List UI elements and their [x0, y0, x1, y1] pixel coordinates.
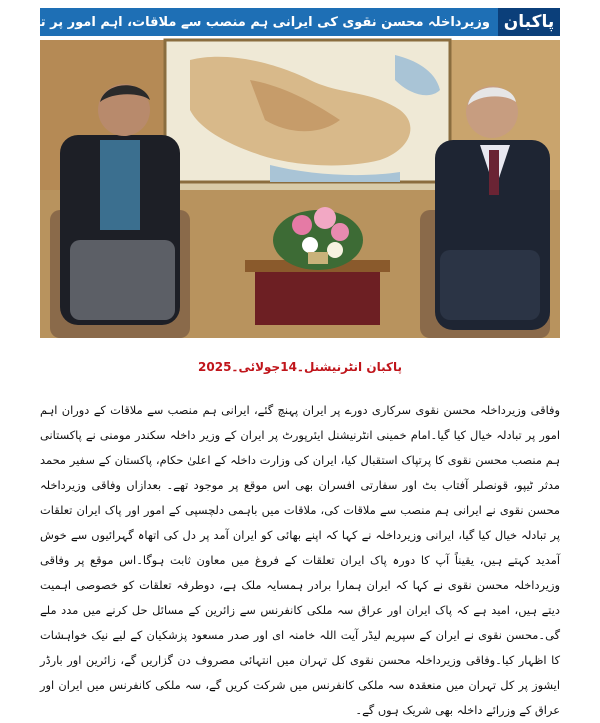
headline-banner: [11, 8, 560, 36]
article-body: وفاقی وزیرداخلہ محسن نقوی سرکاری دورے پر ایران پہنچ گئے، ایرانی ہم منصب سے ملاقات کے دوران اہم امور پر تبادلہ خیال کیا گیا۔امام خمینی انٹرنیشنل ایئرپورٹ پر ایران کے وزیر داخلہ سکندر مومنی نے پاکستانی ہم منصب محسن نقوی کا پرتپاک استقبال کیا، ایران کی وزارت داخلہ کے اعلیٰ حکام، پاکستان کے سفیر محمد مدثر ٹیپو، قونصلر آفتاب بٹ اور سفارتی افسران بھی اس موقع پر موجود تھے۔ بعدازاں وفاقی وزیرداخلہ محسن نقوی نے ایرانی ہم منصب سے ملاقات کی، ملاقات میں باہمی دلچسپی کے امور اور پاک ایران تعلقات پر تبادلہ خیال کیا گیا، ایرانی وزیرداخلہ نے کہا کہ اپنے بھائی کو ایران آمد پر دل کی اتھاہ گہرائیوں سے خوش آمدید کہتے ہیں، یقیناً آپ کا دورہ پاک ایران تعلقات کے فروغ میں معاون ثابت ہوگا۔اس موقع پر وفاقی وزیرداخلہ محسن نقوی نے کہا کہ ایران ہمارا برادر ہمسایہ ملک ہے، دوطرفہ تعلقات کو خصوصی اہمیت دیتے ہیں، امید ہے کہ پاک ایران اور عراق سہ ملکی کانفرنس سے زائرین کے مسائل حل کرنے میں مدد ملے گی۔محسن نقوی نے ایران کے سپریم لیڈر آیت اللہ خامنہ ای اور صدر مسعود پزشکیان کے لیے نیک خواہشات کا اظہار کیا۔وفاقی وزیرداخلہ محسن نقوی کل تہران میں انتہائی مصروف دن گزاریں گے، زائرین اور بارڈر ایشوز پر کل تہران میں منعقدہ سہ ملکی کانفرنس میں شرکت کریں گے، سہ ملکی کانفرنس میں ایران اور عراق کے وزرائے داخلہ بھی شریک ہوں گے۔: [40, 403, 560, 717]
dateline: پاکبان انٹرنیشنل۔14جولائی۔2025: [198, 360, 402, 374]
wall-map: [165, 40, 450, 182]
meeting-photo: [40, 40, 560, 338]
headline-text: وزیرداخلہ محسن نقوی کی ایرانی ہم منصب سے ملاقات، اہم امور پر تبادلہ: [11, 14, 490, 30]
brand-logo: پاکبان: [498, 8, 560, 36]
